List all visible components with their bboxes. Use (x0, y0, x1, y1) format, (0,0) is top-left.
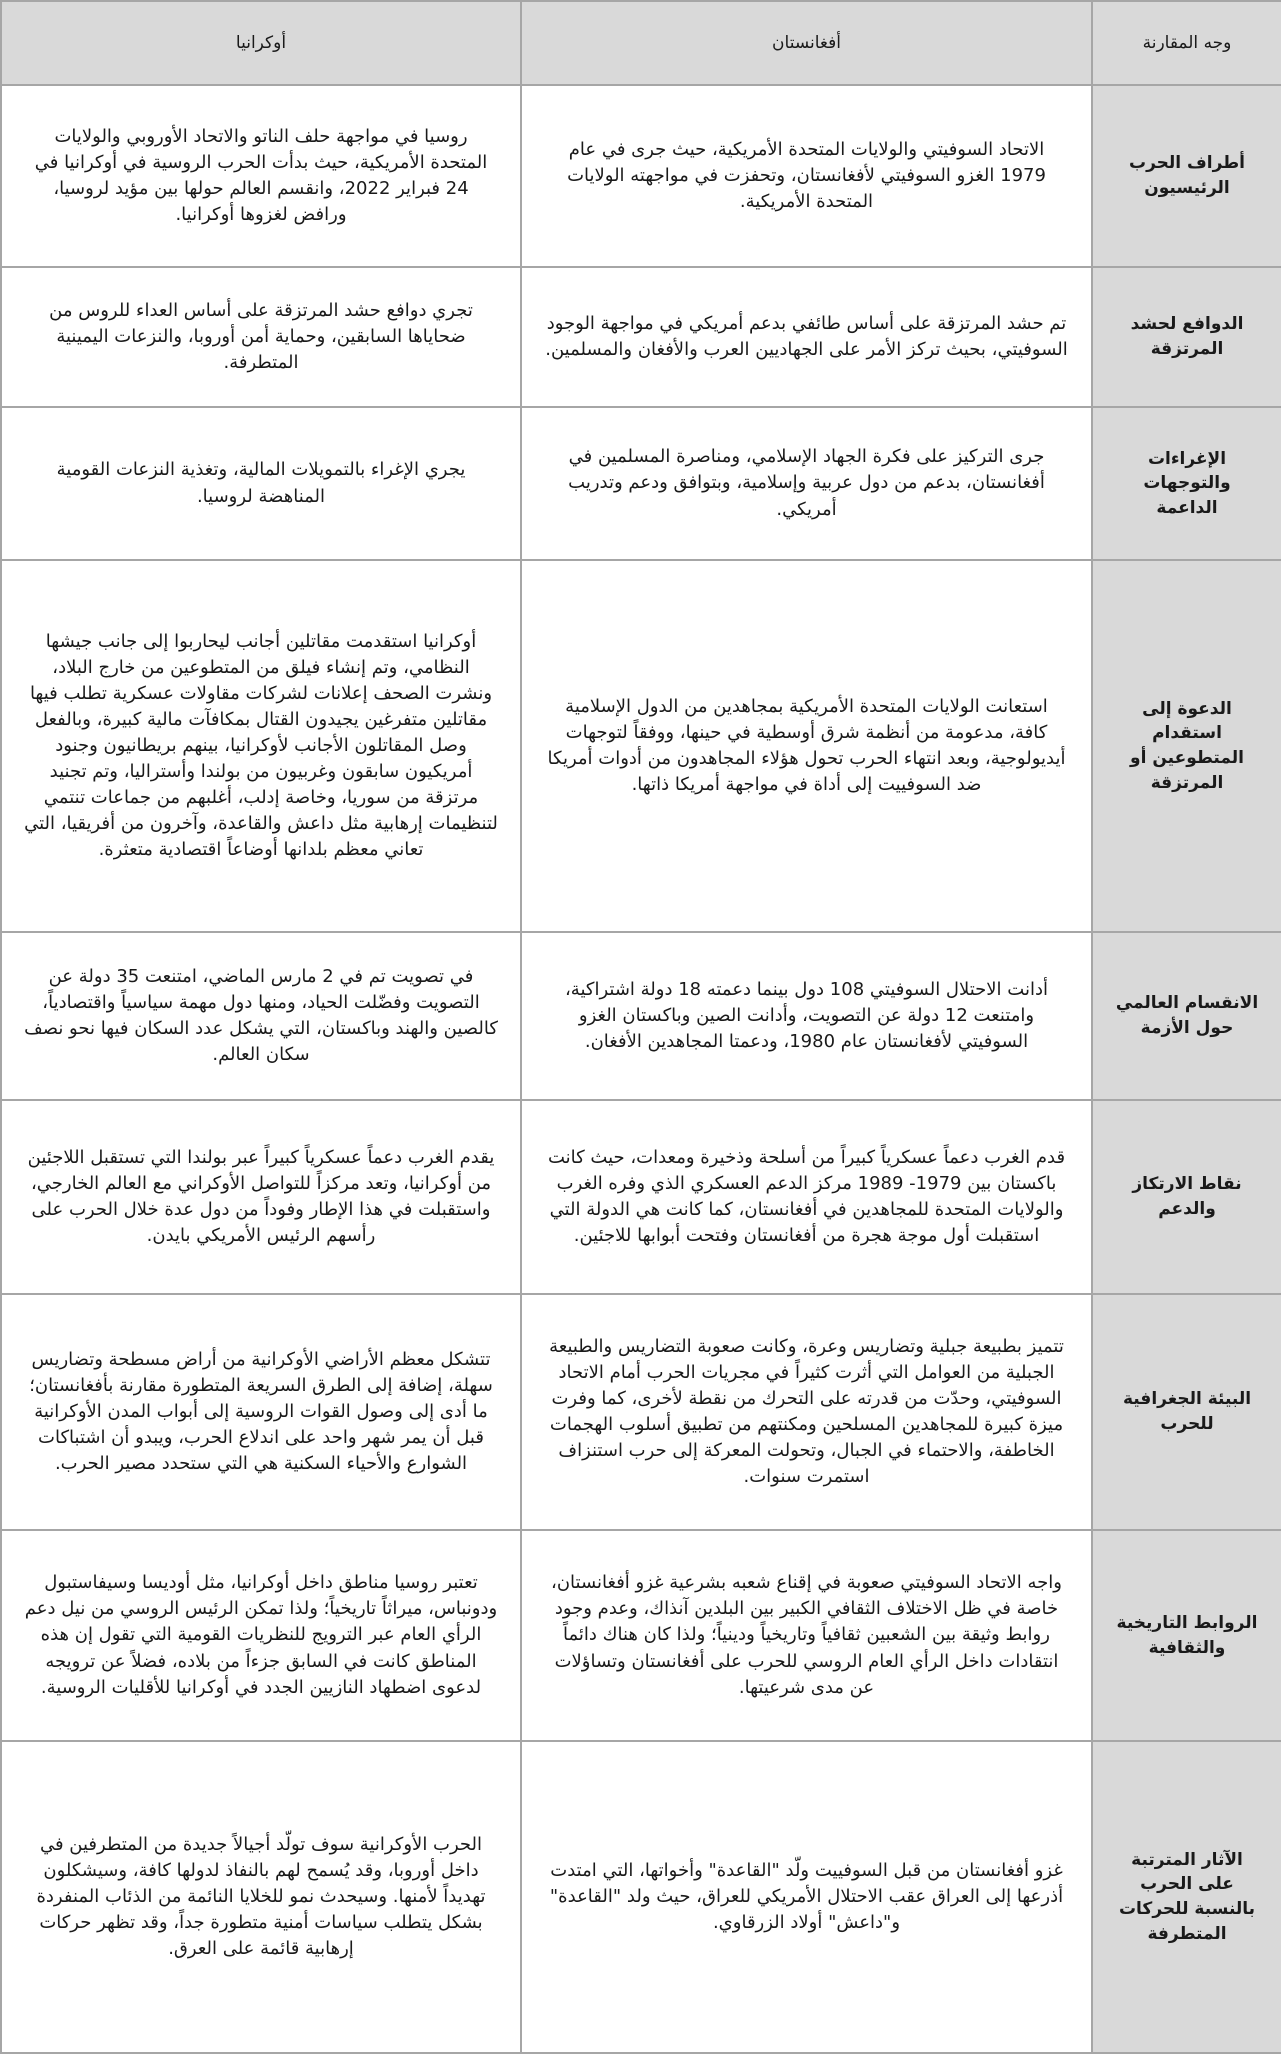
table-row (1, 1741, 1281, 2053)
row-ukraine-cell: تتشكل معظم الأراضي الأوكرانية من أراض مسطحة وتضاريس سهلة، إضافة إلى الطرق السريعة المتطورة مقارنة بأفغانستان؛ ما أدى إلى وصول القوات الروسية إلى أبواب المدن الأوكرانية قبل أن يمر شهر واحد على اندلاع الحرب، ويبدو أن اشتباكات الشوارع والأحياء السكنية هي التي ستحدد مصير الحرب. (1, 1294, 521, 1530)
row-aspect: أطراف الحرب الرئيسيون (1092, 85, 1281, 267)
row-ukraine-cell: في تصويت تم في 2 مارس الماضي، امتنعت 35 دولة عن التصويت وفضّلت الحياد، ومنها دول مهمة سياسياً واقتصادياً، كالصين والهند وباكستان، التي يشكل عدد السكان فيها نحو نصف سكان العالم. (1, 932, 521, 1100)
table-row (1, 1294, 1281, 1530)
row-afghanistan-cell: تم حشد المرتزقة على أساس طائفي بدعم أمريكي في مواجهة الوجود السوفيتي، بحيث تركز الأمر على الجهاديين العرب والأفغان والمسلمين. (521, 267, 1092, 407)
row-ukraine-cell: الحرب الأوكرانية سوف تولّد أجيالاً جديدة من المتطرفين في داخل أوروبا، وقد يُسمح لهم بالنفاذ لدولها كافة، وسيشكلون تهديداً لأمنها. وسيحدث نمو للخلايا النائمة من الذئاب المنفردة بشكل يتطلب سياسات أمنية متطورة جداً، وقد تظهر حركات إرهابية قائمة على العرق. (1, 1741, 521, 2053)
row-afghanistan-cell: غزو أفغانستان من قبل السوفييت ولّد "القاعدة" وأخواتها، التي امتدت أذرعها إلى العراق عقب الاحتلال الأمريكي للعراق، حيث ولد "القاعدة" و"داعش" أولاد الزرقاوي. (521, 1741, 1092, 2053)
table-row (1, 1100, 1281, 1294)
row-aspect: البيئة الجغرافية للحرب (1092, 1294, 1281, 1530)
table-row (1, 1530, 1281, 1741)
row-afghanistan-cell: واجه الاتحاد السوفيتي صعوبة في إقناع شعبه بشرعية غزو أفغانستان، خاصة في ظل الاختلاف الثقافي الكبير بين البلدين آنذاك، وعدم وجود روابط وثيقة بين الشعبين ثقافياً وتاريخياً ودينياً؛ ولذا كان هناك دائماً انتقادات داخل الرأي العام الروسي للحرب على أفغانستان وتساؤلات عن مدى شرعيتها. (521, 1530, 1092, 1741)
table-row (1, 407, 1281, 560)
row-ukraine-cell: تجري دوافع حشد المرتزقة على أساس العداء للروس من ضحاياها السابقين، وحماية أمن أوروبا، والنزعات اليمينية المتطرفة. (1, 267, 521, 407)
row-afghanistan-cell: استعانت الولايات المتحدة الأمريكية بمجاهدين من الدول الإسلامية كافة، مدعومة من أنظمة شرق أوسطية في حينها، ووفقاً لتوجهات أيديولوجية، وبعد انتهاء الحرب تحول هؤلاء المجاهدون من أدوات أمريكا ضد السوفييت إلى أداة في مواجهة أمريكا ذاتها. (521, 560, 1092, 932)
header-afghanistan: أفغانستان (521, 1, 1092, 85)
row-ukraine-cell: يجري الإغراء بالتمويلات المالية، وتغذية النزعات القومية المناهضة لروسيا. (1, 407, 521, 560)
row-aspect: الروابط التاريخية والثقافية (1092, 1530, 1281, 1741)
table-row (1, 560, 1281, 932)
row-aspect: الانقسام العالمي حول الأزمة (1092, 932, 1281, 1100)
header-ukraine: أوكرانيا (1, 1, 521, 85)
row-aspect: الدعوة إلى استقدام المتطوعين أو المرتزقة (1092, 560, 1281, 932)
row-aspect: الإغراءات والتوجهات الداعمة (1092, 407, 1281, 560)
table-row (1, 85, 1281, 267)
row-afghanistan-cell: الاتحاد السوفيتي والولايات المتحدة الأمريكية، حيث جرى في عام 1979 الغزو السوفيتي لأفغانستان، وتحفزت في مواجهته الولايات المتحدة الأمريكية. (521, 85, 1092, 267)
header-aspect: وجه المقارنة (1092, 1, 1281, 85)
row-ukraine-cell: تعتبر روسيا مناطق داخل أوكرانيا، مثل أوديسا وسيفاستبول ودونباس، ميراثاً تاريخياً؛ ولذا تمكن الرئيس الروسي من نيل دعم الرأي العام عبر الترويج للنظريات القومية التي تقول إن هذه المناطق كانت في السابق جزءاً من بلاده، فضلاً عن ترويجه لدعوى اضطهاد النازيين الجدد في أوكرانيا للأقليات الروسية. (1, 1530, 521, 1741)
row-afghanistan-cell: تتميز بطبيعة جبلية وتضاريس وعرة، وكانت صعوبة التضاريس والطبيعة الجبلية من العوامل التي أثرت كثيراً في مجريات الحرب أمام الاتحاد السوفيتي، وحدّت من قدرته على التحرك من نقطة لأخرى، كما وفرت ميزة كبيرة للمجاهدين المسلحين ومكنتهم من تطبيق أسلوب الهجمات الخاطفة، والاحتماء في الجبال، وتحولت المعركة إلى حرب استنزاف استمرت سنوات. (521, 1294, 1092, 1530)
row-ukraine-cell: أوكرانيا استقدمت مقاتلين أجانب ليحاربوا إلى جانب جيشها النظامي، وتم إنشاء فيلق من المتطوعين من خارج البلاد، ونشرت الصحف إعلانات لشركات مقاولات عسكرية تطلب فيها مقاتلين متفرغين يجيدون القتال بمكافآت مالية كبيرة، وبالفعل وصل المقاتلون الأجانب لأوكرانيا، بينهم بريطانيون وجنود أمريكيون سابقون وغربيون من بولندا وأستراليا، وتم تجنيد مرتزقة من سوريا، وخاصة إدلب، أغلبهم من جماعات تنتمي لتنظيمات إرهابية مثل داعش والقاعدة، وآخرون من أفريقيا، التي تعاني معظم بلدانها أوضاعاً اقتصادية متعثرة. (1, 560, 521, 932)
row-afghanistan-cell: أدانت الاحتلال السوفيتي 108 دول بينما دعمته 18 دولة اشتراكية، وامتنعت 12 دولة عن التصويت، وأدانت الصين وباكستان الغزو السوفيتي لأفغانستان عام 1980، ودعمتا المجاهدين الأفغان. (521, 932, 1092, 1100)
table-row (1, 932, 1281, 1100)
row-aspect: الدوافع لحشد المرتزقة (1092, 267, 1281, 407)
row-afghanistan-cell: قدم الغرب دعماً عسكرياً كبيراً من أسلحة وذخيرة ومعدات، حيث كانت باكستان بين 1979- 1989 مركز الدعم العسكري الذي وفره الغرب والولايات المتحدة للمجاهدين في أفغانستان، كما كانت هي الدولة التي استقبلت أول موجة هجرة من أفغانستان وفتحت أبوابها للاجئين. (521, 1100, 1092, 1294)
row-aspect: الآثار المترتبة على الحرب بالنسبة للحركات المتطرفة (1092, 1741, 1281, 2053)
row-ukraine-cell: يقدم الغرب دعماً عسكرياً كبيراً عبر بولندا التي تستقبل اللاجئين من أوكرانيا، وتعد مركزاً للتواصل الأوكراني مع العالم الخارجي، واستقبلت في هذا الإطار وفوداً من دول عدة خلال الحرب على رأسهم الرئيس الأمريكي بايدن. (1, 1100, 521, 1294)
table-header-row (1, 1, 1281, 85)
table-row (1, 267, 1281, 407)
row-afghanistan-cell: جرى التركيز على فكرة الجهاد الإسلامي، ومناصرة المسلمين في أفغانستان، بدعم من دول عربية وإسلامية، وبتوافق ودعم وتدريب أمريكي. (521, 407, 1092, 560)
row-aspect: نقاط الارتكاز والدعم (1092, 1100, 1281, 1294)
row-ukraine-cell: روسيا في مواجهة حلف الناتو والاتحاد الأوروبي والولايات المتحدة الأمريكية، حيث بدأت الحرب الروسية في أوكرانيا في 24 فبراير 2022، وانقسم العالم حولها بين مؤيد لروسيا، ورافض لغزوها أوكرانيا. (1, 85, 521, 267)
